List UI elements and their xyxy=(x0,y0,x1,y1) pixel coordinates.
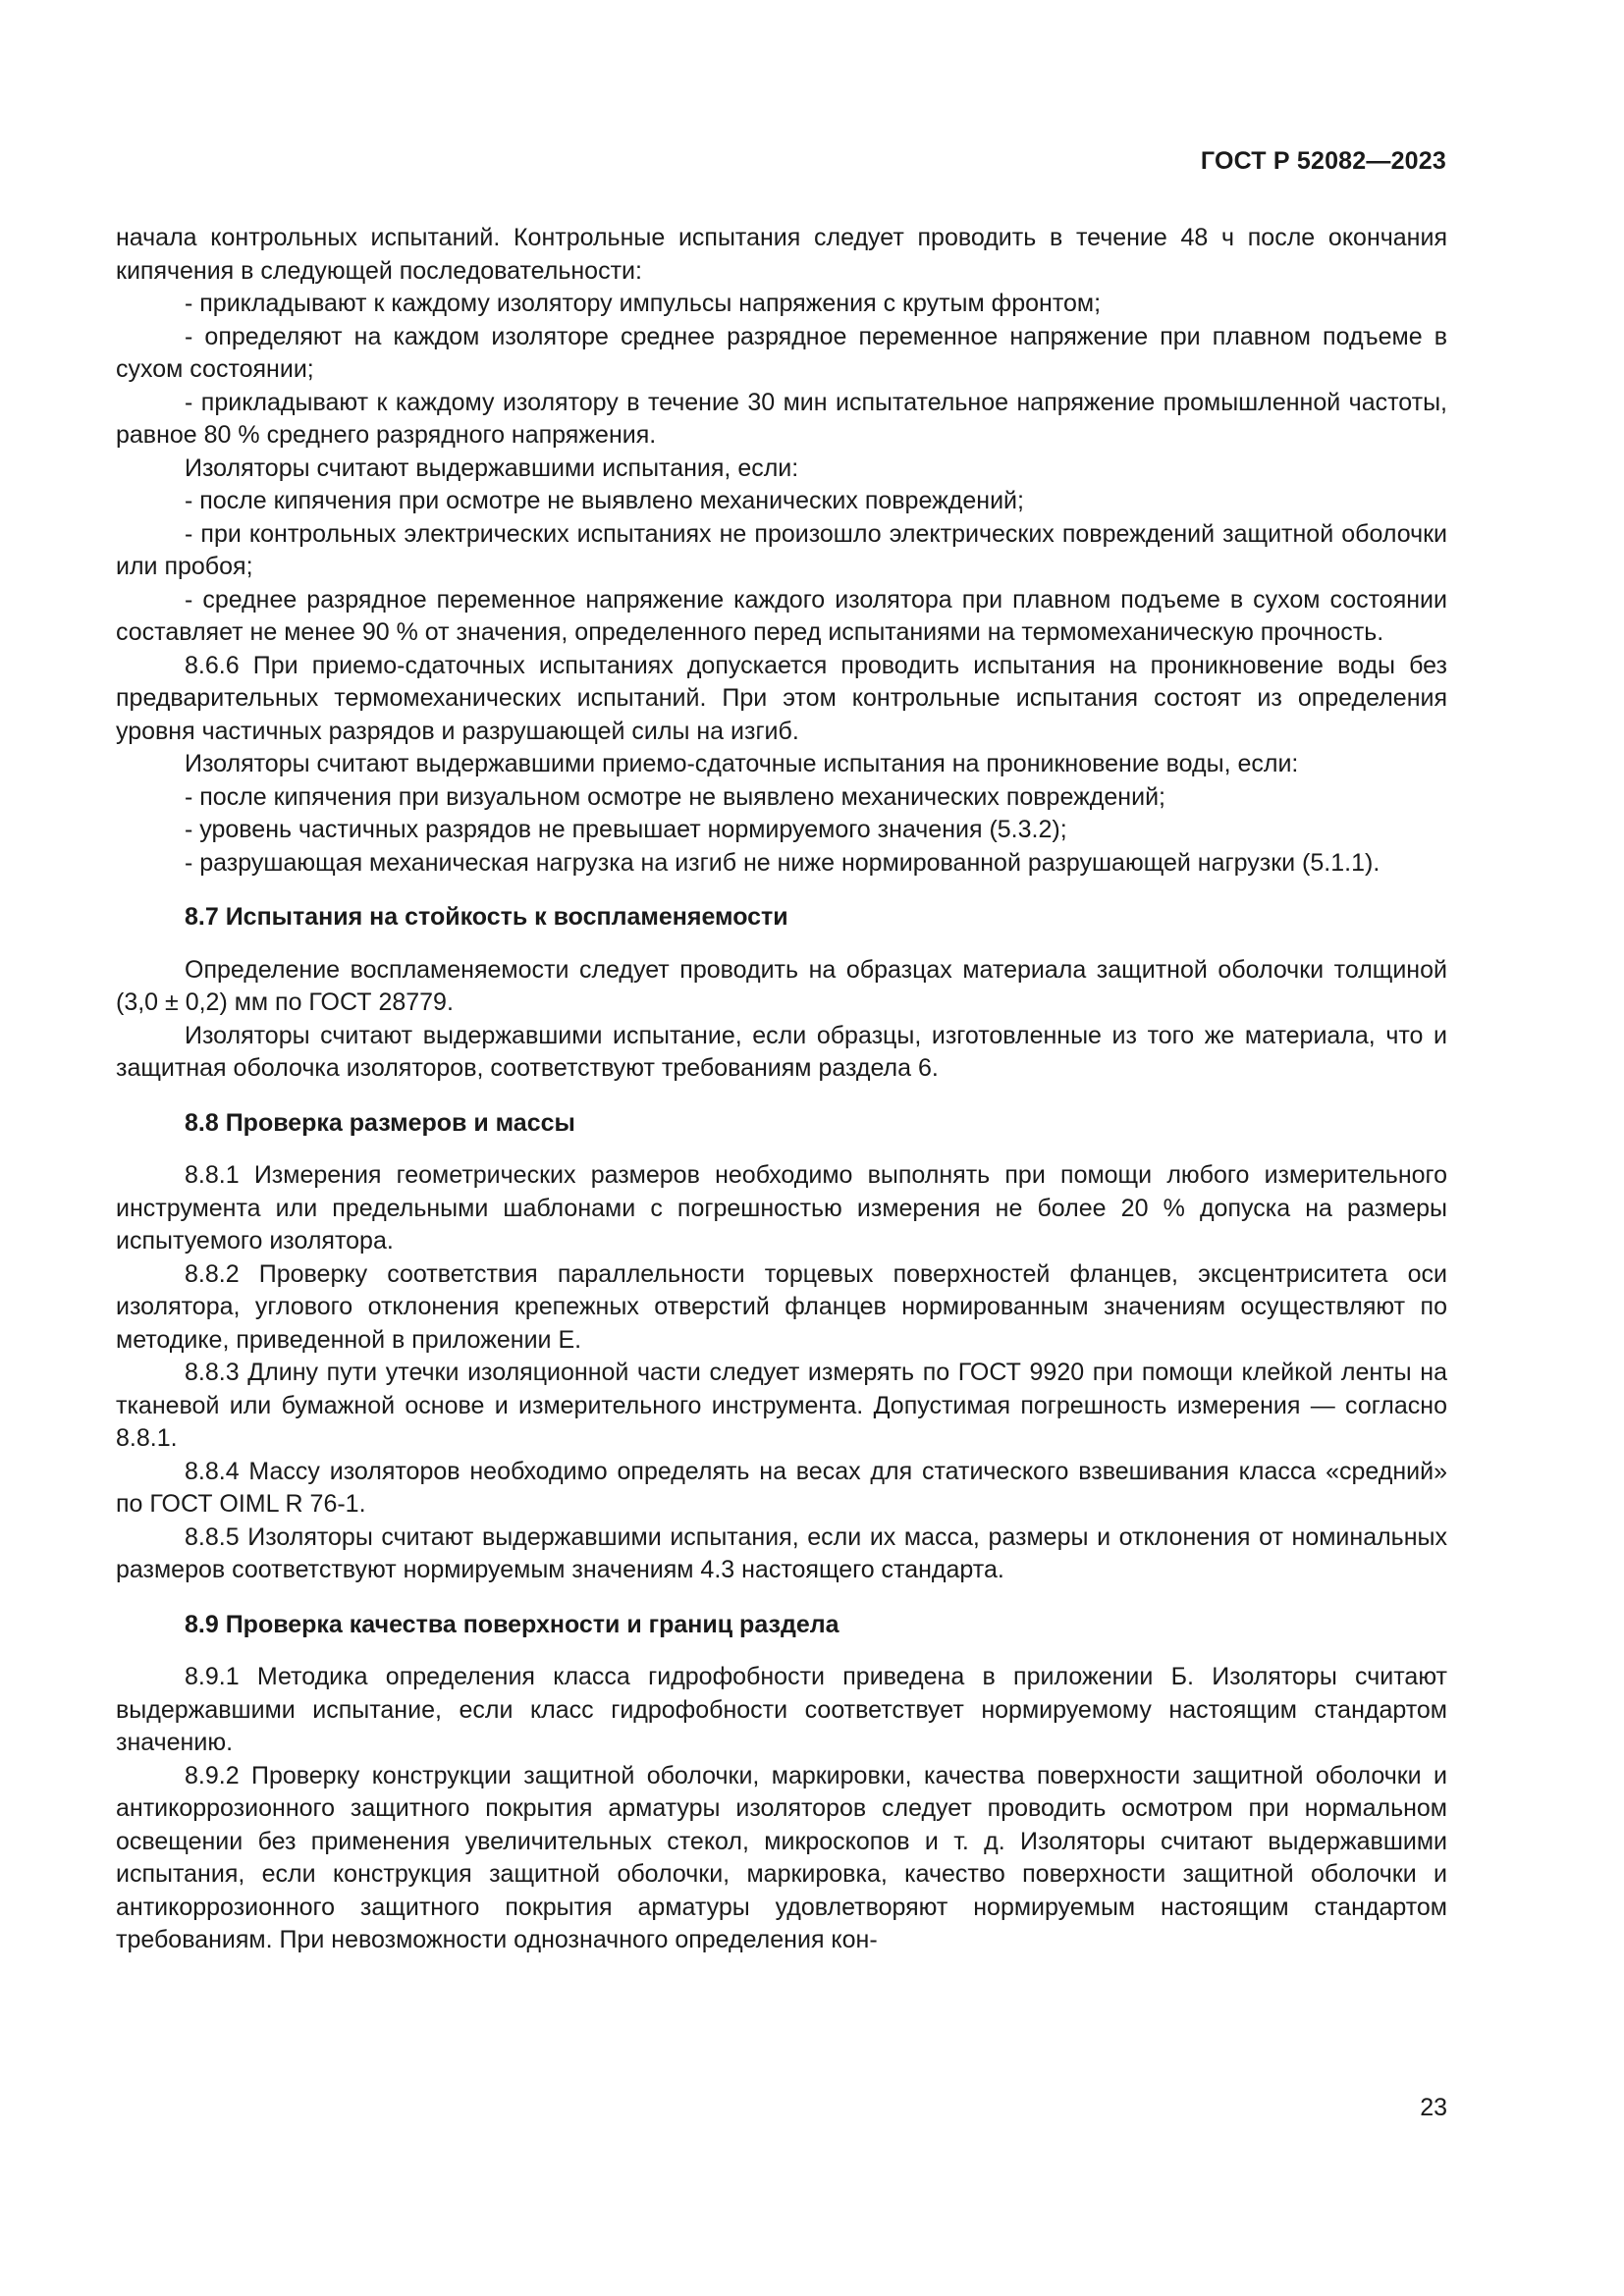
document-id: ГОСТ Р 52082—2023 xyxy=(1200,147,1446,175)
section-heading: 8.7 Испытания на стойкость к воспламеняемости xyxy=(185,903,788,931)
paragraph: 8.8.2 Проверку соответствия параллельности торцевых поверхностей фланцев, эксцентриситета оси изолятора, углового отклонения крепежных отверстий фланцев нормированным значениям осуществляют по методике, приведенной в приложении Е. xyxy=(116,1259,1447,1354)
paragraph: Изоляторы считают выдержавшими испытания, если: xyxy=(185,454,799,482)
paragraph: - прикладывают к каждому изолятору в течение 30 мин испытательное напряжение промышленной частоты, равное 80 % среднего разрядного напряжения. xyxy=(116,388,1447,449)
paragraph: 8.6.6 При приемо-сдаточных испытаниях допускается проводить испытания на проникновение воды без предварительных термомеханических испытаний. При этом контрольные испытания состоят из определения уровня частичных разрядов и разрушающей силы на изгиб. xyxy=(116,651,1447,745)
paragraph: - определяют на каждом изоляторе среднее разрядное переменное напряжение при плавном подъеме в сухом состоянии; xyxy=(116,322,1447,383)
paragraph: - после кипячения при осмотре не выявлено механических повреждений; xyxy=(185,487,1024,514)
paragraph: 8.8.5 Изоляторы считают выдержавшими испытания, если их масса, размеры и отклонения от номинальных размеров соответствуют нормируемым значениям 4.3 настоящего стандарта. xyxy=(116,1522,1447,1583)
paragraph: Определение воспламеняемости следует проводить на образцах материала защитной оболочки толщиной (3,0 ± 0,2) мм по ГОСТ 28779. xyxy=(116,955,1447,1016)
page-number: 23 xyxy=(1420,2094,1447,2121)
paragraph: - после кипячения при визуальном осмотре не выявлено механических повреждений; xyxy=(185,782,1165,811)
paragraph: - прикладывают к каждому изолятору импульсы напряжения с крутым фронтом; xyxy=(185,290,1102,317)
paragraph: Изоляторы считают выдержавшими приемо-сдаточные испытания на проникновение воды, если: xyxy=(185,750,1299,777)
paragraph: 8.9.1 Методика определения класса гидрофобности приведена в приложении Б. Изоляторы считают выдержавшими испытание, если класс гидрофобности соответствует нормируемому настоящим стандартом значению. xyxy=(116,1663,1447,1756)
section-heading: 8.8 Проверка размеров и массы xyxy=(185,1108,575,1137)
paragraph: начала контрольных испытаний. Контрольные испытания следует проводить в течение 48 ч после окончания кипячения в следующей последовательности: xyxy=(116,224,1447,285)
paragraph: 8.8.3 Длину пути утечки изоляционной части следует измерять по ГОСТ 9920 при помощи клейкой ленты на тканевой или бумажной основе и измерительного инструмента. Допустимая погрешность измерения — согласно 8.8.1. xyxy=(116,1359,1447,1452)
paragraph: 8.9.2 Проверку конструкции защитной оболочки, маркировки, качества поверхности защитной оболочки и антикоррозионного защитного покрытия арматуры изоляторов следует проводить осмотром при нормальном освещении без применения увеличительных стекол, микроскопов и т. д. Изоляторы считают выдержавшими испытания, если конструкция защитной оболочки, маркировка, качество поверхности защитной оболочки и антикоррозионного защитного покрытия арматуры удовлетворяют нормируемым настоящим стандартом требованиям. При невозможности однозначного определения кон- xyxy=(116,1761,1447,1953)
paragraph: 8.8.4 Массу изоляторов необходимо определять на весах для статического взвешивания класса «средний» по ГОСТ OIML R 76-1. xyxy=(116,1457,1447,1518)
paragraph: 8.8.1 Измерения геометрических размеров необходимо выполнять при помощи любого измерительного инструмента или предельными шаблонами с погрешностью измерения не более 20 % допуска на размеры испытуемого изолятора. xyxy=(116,1161,1447,1255)
paragraph: - разрушающая механическая нагрузка на изгиб не ниже нормированной разрушающей нагрузки (5.1.1). xyxy=(185,848,1380,877)
paragraph: Изоляторы считают выдержавшими испытание, если образцы, изготовленные из того же материала, что и защитная оболочка изоляторов, соответствуют требованиям раздела 6. xyxy=(116,1021,1447,1082)
paragraph: - при контрольных электрических испытаниях не произошло электрических повреждений защитной оболочки или пробоя; xyxy=(116,519,1447,580)
document-body xyxy=(116,222,1447,1957)
section-heading: 8.9 Проверка качества поверхности и границ раздела xyxy=(185,1610,839,1638)
paragraph: - уровень частичных разрядов не превышает нормируемого значения (5.3.2); xyxy=(185,816,1067,843)
paragraph: - среднее разрядное переменное напряжение каждого изолятора при плавном подъеме в сухом состоянии составляет не менее 90 % от значения, определенного перед испытаниями на термомеханическую прочность. xyxy=(116,585,1447,646)
